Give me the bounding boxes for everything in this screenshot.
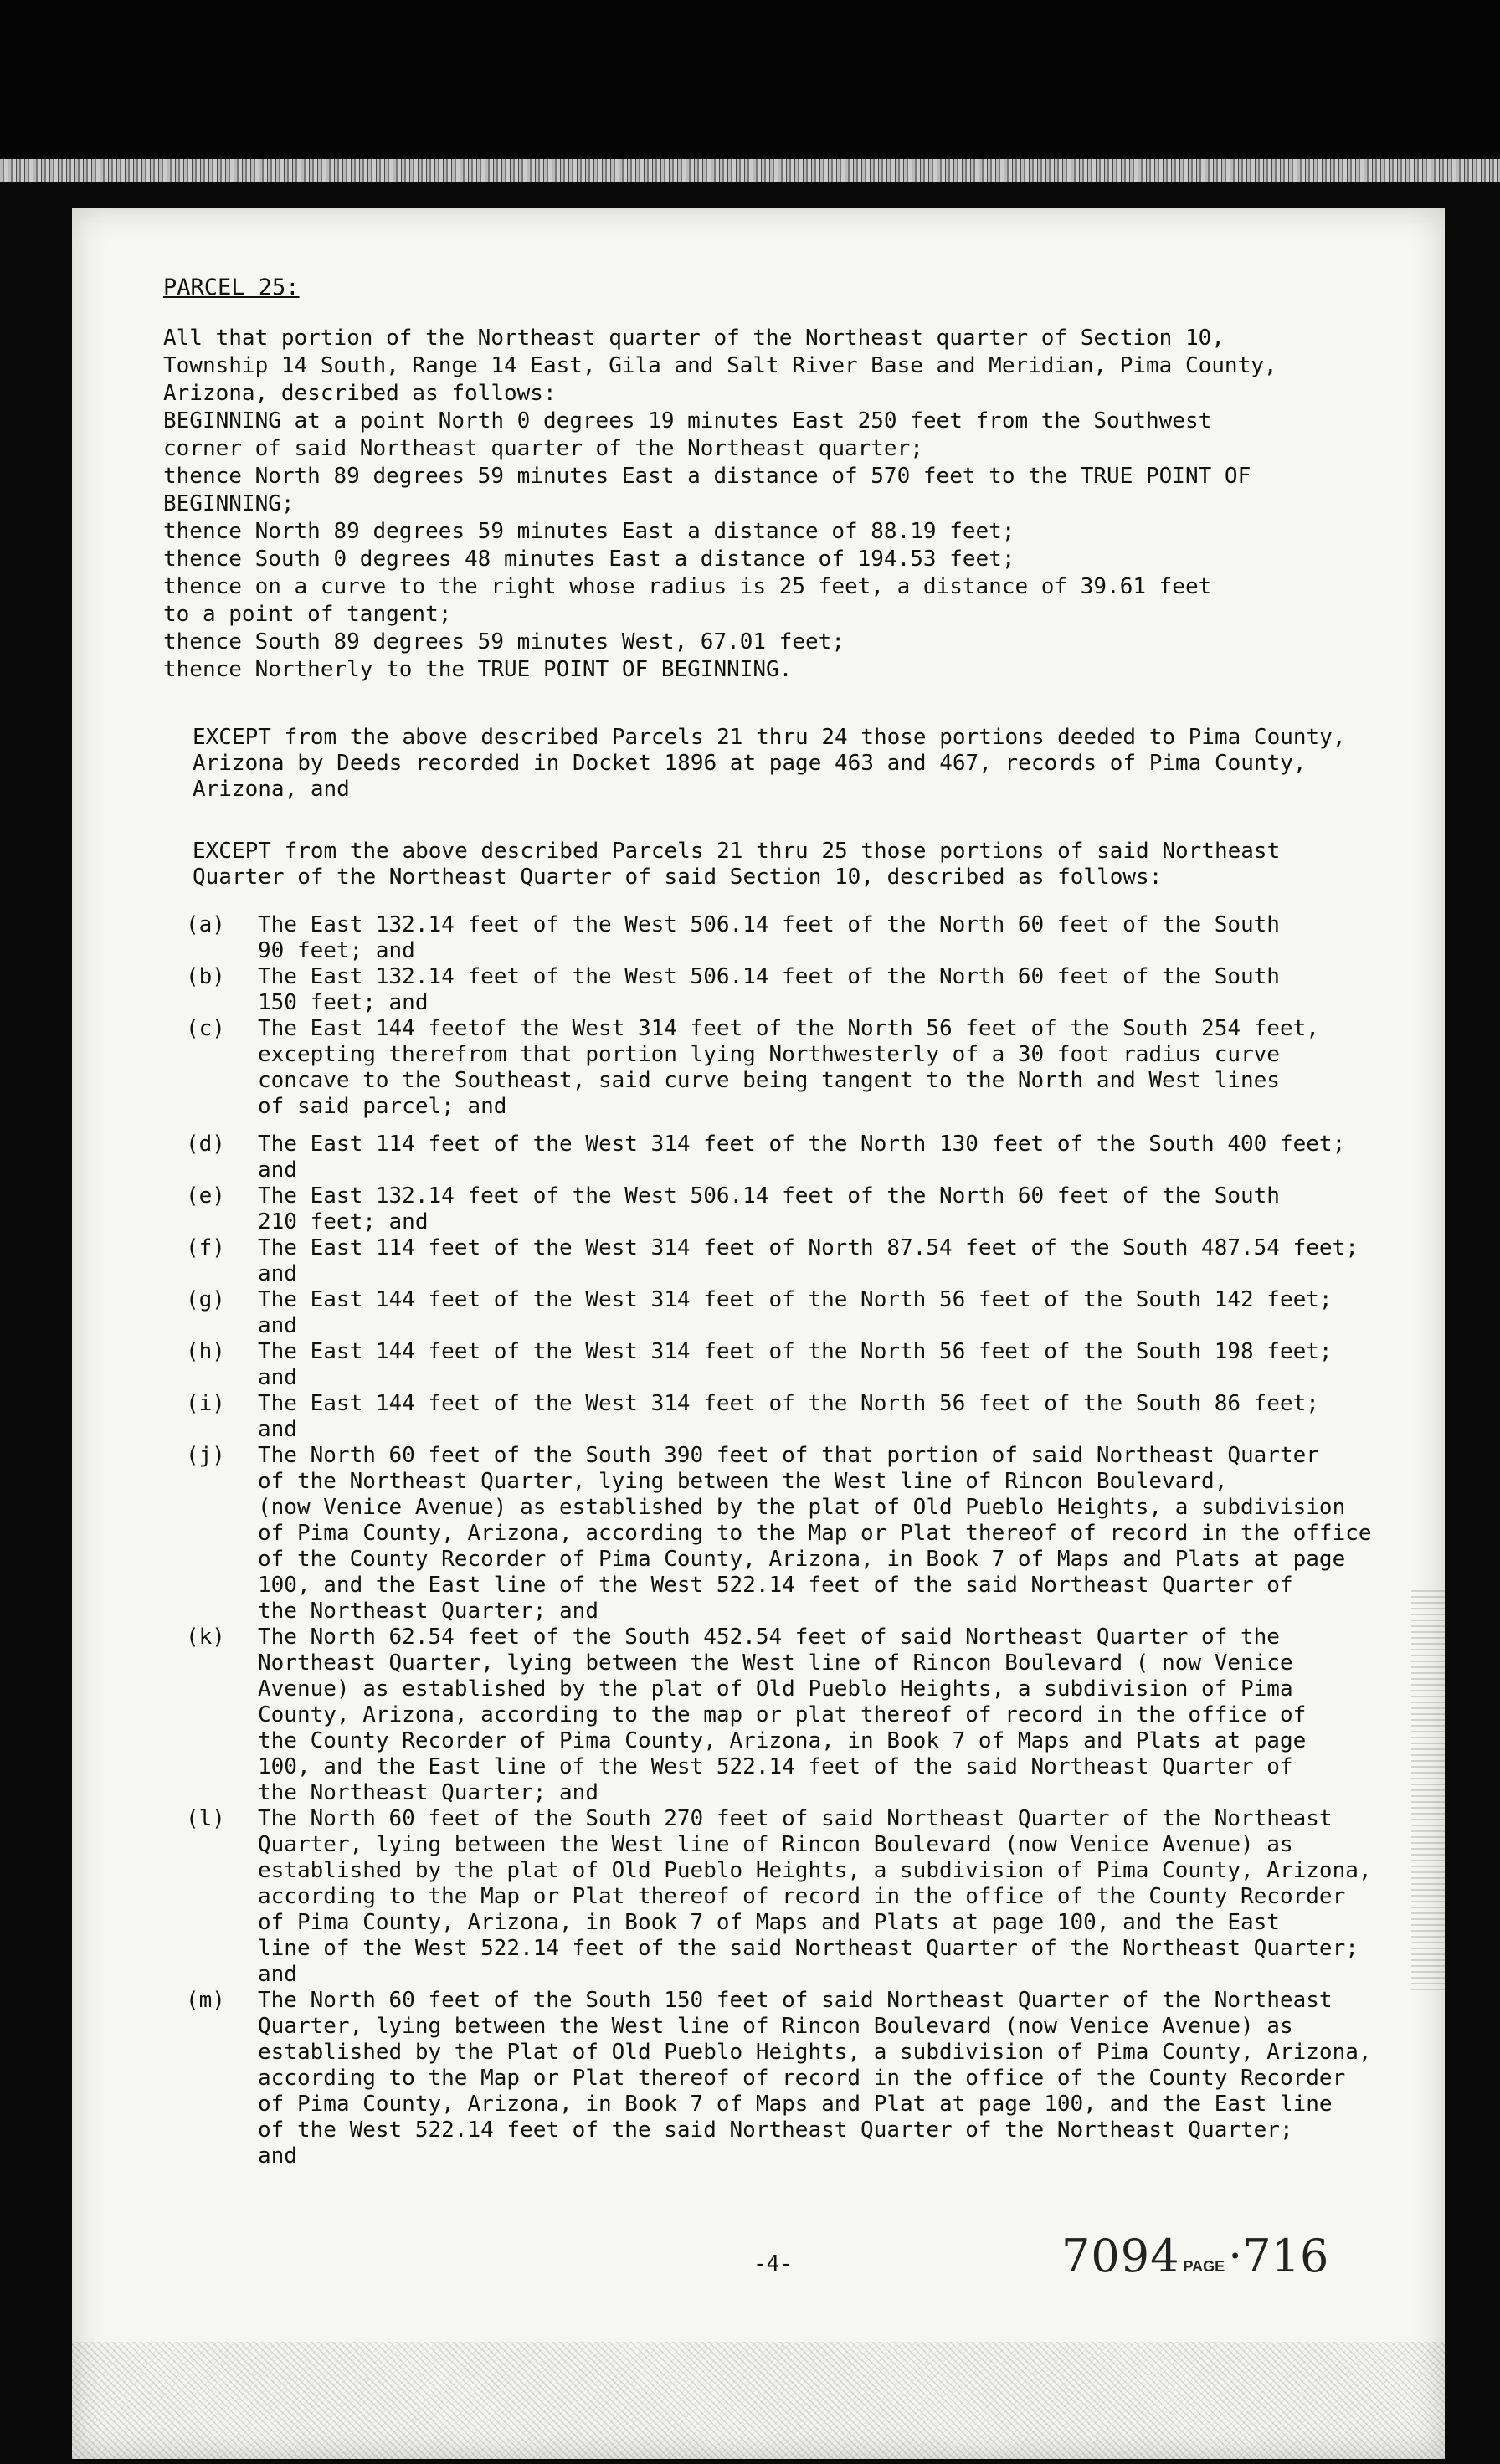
except-clause-1 — [193, 725, 1390, 803]
exception-item-line: (now Venice Avenue) as established by the plat of Old Pueblo Heights, a subdivision — [258, 1495, 1346, 1520]
exception-item — [186, 1132, 1425, 1183]
exception-item-line: Quarter, lying between the West line of Rincon Boulevard (now Venice Avenue) as — [258, 1832, 1293, 1857]
exception-item-line: and — [258, 1158, 297, 1183]
parcel-line: thence Northerly to the TRUE POINT OF BEGINNING. — [163, 657, 793, 682]
exception-item-line: of Pima County, Arizona, in Book 7 of Maps and Plats at page 100, and the East — [258, 1910, 1280, 1935]
exception-item-label: (l) — [186, 1806, 225, 1831]
exception-item-line: and — [258, 1313, 297, 1338]
exception-item-line: and — [258, 2143, 297, 2169]
exception-item-text — [258, 912, 1425, 964]
exception-item-line: of Pima County, Arizona, in Book 7 of Maps and Plat at page 100, and the East line — [258, 2092, 1333, 2117]
exception-item-text — [258, 1287, 1425, 1339]
exception-item-text — [258, 1132, 1425, 1183]
exception-item-line: excepting therefrom that portion lying Northwesterly of a 30 foot radius curve — [258, 1042, 1280, 1067]
stamp-page-number: 716 — [1242, 2230, 1329, 2282]
exception-item — [186, 1625, 1425, 1806]
exception-item-line: The East 144 feet of the West 314 feet of the North 56 feet of the South 86 feet; — [258, 1391, 1319, 1416]
exception-item-line: of said parcel; and — [258, 1094, 507, 1119]
exception-item-line: 100, and the East line of the West 522.14 feet of the said Northeast Quarter of — [258, 1573, 1293, 1598]
exception-item-line: according to the Map or Plat thereof of record in the office of the County Recorder — [258, 1884, 1346, 1909]
exception-item — [186, 1988, 1425, 2169]
except-line: EXCEPT from the above described Parcels 21 thru 25 those portions of said Northeast — [193, 839, 1281, 864]
exception-item-line: The East 144 feet of the West 314 feet of the North 56 feet of the South 198 feet; — [258, 1339, 1333, 1364]
exception-item-line: the Northeast Quarter; and — [258, 1780, 598, 1805]
exception-item-label: (d) — [186, 1132, 225, 1157]
exception-item-line: The East 144 feet of the West 314 feet of the North 56 feet of the South 142 feet; — [258, 1287, 1333, 1312]
exception-item-text — [258, 1625, 1425, 1806]
exception-item-text — [258, 1391, 1425, 1443]
exception-item-line: The North 60 feet of the South 390 feet of that portion of said Northeast Quarter — [258, 1443, 1319, 1468]
parcel-line: thence South 0 degrees 48 minutes East a distance of 194.53 feet; — [163, 547, 1015, 572]
exception-item-line: established by the plat of Old Pueblo Heights, a subdivision of Pima County, Arizona, — [258, 1858, 1372, 1883]
exception-item-label: (f) — [186, 1235, 225, 1260]
stamp-separator: · — [1228, 2230, 1243, 2282]
exception-item-label: (j) — [186, 1443, 225, 1468]
scan-noise-bottom — [72, 2342, 1445, 2459]
exception-item-line: and — [258, 1261, 297, 1286]
exception-item-text — [258, 1443, 1425, 1625]
exception-item-line: The East 132.14 feet of the West 506.14 feet of the North 60 feet of the South — [258, 912, 1280, 937]
exception-list — [186, 912, 1425, 2169]
recording-stamp — [1061, 2230, 1328, 2282]
exception-item-line: established by the Plat of Old Pueblo Heights, a subdivision of Pima County, Arizona, — [258, 2040, 1372, 2065]
parcel-line: BEGINNING; — [163, 491, 295, 516]
parcel-line: to a point of tangent; — [163, 602, 452, 627]
exception-item — [186, 1391, 1425, 1443]
parcel-title: PARCEL 25: — [163, 275, 300, 300]
parcel-line: thence North 89 degrees 59 minutes East a distance of 570 feet to the TRUE POINT OF — [163, 464, 1251, 489]
parcel-line: BEGINNING at a point North 0 degrees 19 minutes East 250 feet from the Southwest — [163, 408, 1212, 434]
exception-item-line: 150 feet; and — [258, 990, 429, 1015]
exception-item-text — [258, 1988, 1425, 2169]
exception-item — [186, 964, 1425, 1016]
exception-item — [186, 1443, 1425, 1625]
docket-number: 7094 — [1061, 2230, 1180, 2282]
exception-item-line: concave to the Southeast, said curve being tangent to the North and West lines — [258, 1068, 1280, 1093]
exception-item-label: (h) — [186, 1339, 225, 1364]
except-line: Arizona, and — [193, 777, 350, 802]
exception-item-line: according to the Map or Plat thereof of record in the office of the County Recorder — [258, 2066, 1346, 2091]
page-label: PAGE — [1183, 2258, 1225, 2275]
parcel-line: All that portion of the Northeast quarter of the Northeast quarter of Section 10, — [163, 326, 1225, 351]
exception-item-label: (c) — [186, 1016, 225, 1041]
parcel-line: Township 14 South, Range 14 East, Gila and Salt River Base and Meridian, Pima County, — [163, 353, 1277, 378]
exception-item — [186, 1339, 1425, 1391]
exception-item-line: The North 60 feet of the South 150 feet of said Northeast Quarter of the Northeast — [258, 1988, 1333, 2013]
exception-item-line: of the Northeast Quarter, lying between the West line of Rincon Boulevard, — [258, 1469, 1228, 1494]
exception-item-line: The East 144 feetof the West 314 feet of the North 56 feet of the South 254 feet, — [258, 1016, 1319, 1041]
scan-noise-band — [0, 159, 1500, 182]
exception-item-line: The East 132.14 feet of the West 506.14 feet of the North 60 feet of the South — [258, 964, 1280, 989]
exception-item — [186, 1235, 1425, 1287]
except-line: Quarter of the Northeast Quarter of said Section 10, described as follows: — [193, 865, 1163, 890]
exception-item-text — [258, 1183, 1425, 1235]
exception-item-line: of the County Recorder of Pima County, Arizona, in Book 7 of Maps and Plats at page — [258, 1547, 1346, 1572]
exception-item-line: and — [258, 1365, 297, 1390]
exception-item — [186, 1016, 1425, 1120]
exception-item-line: 100, and the East line of the West 522.14 feet of the said Northeast Quarter of — [258, 1754, 1293, 1779]
exception-item-line: line of the West 522.14 feet of the said Northeast Quarter of the Northeast Quarter; — [258, 1936, 1359, 1961]
exception-item-text — [258, 964, 1425, 1016]
parcel-line: Arizona, described as follows: — [163, 381, 557, 406]
exception-item — [186, 1183, 1425, 1235]
exception-item-line: 90 feet; and — [258, 938, 415, 963]
exception-item — [186, 1806, 1425, 1988]
exception-item-line: and — [258, 1417, 297, 1442]
exception-item-label: (k) — [186, 1625, 225, 1650]
exception-item-line: County, Arizona, according to the map or plat thereof of record in the office of — [258, 1702, 1307, 1727]
exception-item-label: (m) — [186, 1988, 225, 2013]
parcel-line: thence North 89 degrees 59 minutes East a distance of 88.19 feet; — [163, 519, 1015, 544]
exception-item-line: of the West 522.14 feet of the said Northeast Quarter of the Northeast Quarter; — [258, 2118, 1293, 2143]
exception-item-line: Avenue) as established by the plat of Old Pueblo Heights, a subdivision of Pima — [258, 1676, 1293, 1702]
exception-item-text — [258, 1235, 1425, 1287]
exception-item-text — [258, 1016, 1425, 1120]
exception-item-line: of Pima County, Arizona, according to the Map or Plat thereof of record in the office — [258, 1521, 1372, 1546]
exception-item-line: The North 62.54 feet of the South 452.54 feet of said Northeast Quarter of the — [258, 1625, 1280, 1650]
exception-item-label: (e) — [186, 1183, 225, 1209]
exception-item-line: The East 114 feet of the West 314 feet of North 87.54 feet of the South 487.54 feet; — [258, 1235, 1359, 1260]
exception-item-label: (b) — [186, 964, 225, 989]
except-clause-2 — [193, 839, 1390, 891]
exception-item — [186, 1287, 1425, 1339]
exception-item-line: The East 132.14 feet of the West 506.14 feet of the North 60 feet of the South — [258, 1183, 1280, 1209]
except-line: Arizona by Deeds recorded in Docket 1896 at page 463 and 467, records of Pima County, — [193, 751, 1307, 776]
scan-dark-border — [0, 0, 1500, 167]
exception-item-line: and — [258, 1962, 297, 1987]
exception-item-line: Quarter, lying between the West line of Rincon Boulevard (now Venice Avenue) as — [258, 2014, 1293, 2039]
exception-item-text — [258, 1806, 1425, 1988]
exception-item-label: (g) — [186, 1287, 225, 1312]
exception-item-label: (i) — [186, 1391, 225, 1416]
exception-item-text — [258, 1339, 1425, 1391]
parcel-description — [163, 325, 1385, 684]
exception-item-line: the County Recorder of Pima County, Arizona, in Book 7 of Maps and Plats at page — [258, 1728, 1307, 1753]
parcel-line: thence on a curve to the right whose radius is 25 feet, a distance of 39.61 feet — [163, 574, 1212, 599]
exception-item-line: the Northeast Quarter; and — [258, 1599, 598, 1624]
exception-item-line: The North 60 feet of the South 270 feet of said Northeast Quarter of the Northeast — [258, 1806, 1333, 1831]
exception-item-line: The East 114 feet of the West 314 feet of the North 130 feet of the South 400 feet; — [258, 1132, 1346, 1157]
exception-item — [186, 912, 1425, 964]
parcel-line: thence South 89 degrees 59 minutes West, 67.01 feet; — [163, 629, 845, 654]
parcel-line: corner of said Northeast quarter of the Northeast quarter; — [163, 436, 923, 461]
exception-item-label: (a) — [186, 912, 225, 937]
except-line: EXCEPT from the above described Parcels 21 thru 24 those portions deeded to Pima County, — [193, 725, 1346, 750]
page-number: -4- — [753, 2251, 793, 2277]
exception-item-line: 210 feet; and — [258, 1209, 429, 1235]
exception-item-line: Northeast Quarter, lying between the West line of Rincon Boulevard ( now Venice — [258, 1650, 1293, 1676]
